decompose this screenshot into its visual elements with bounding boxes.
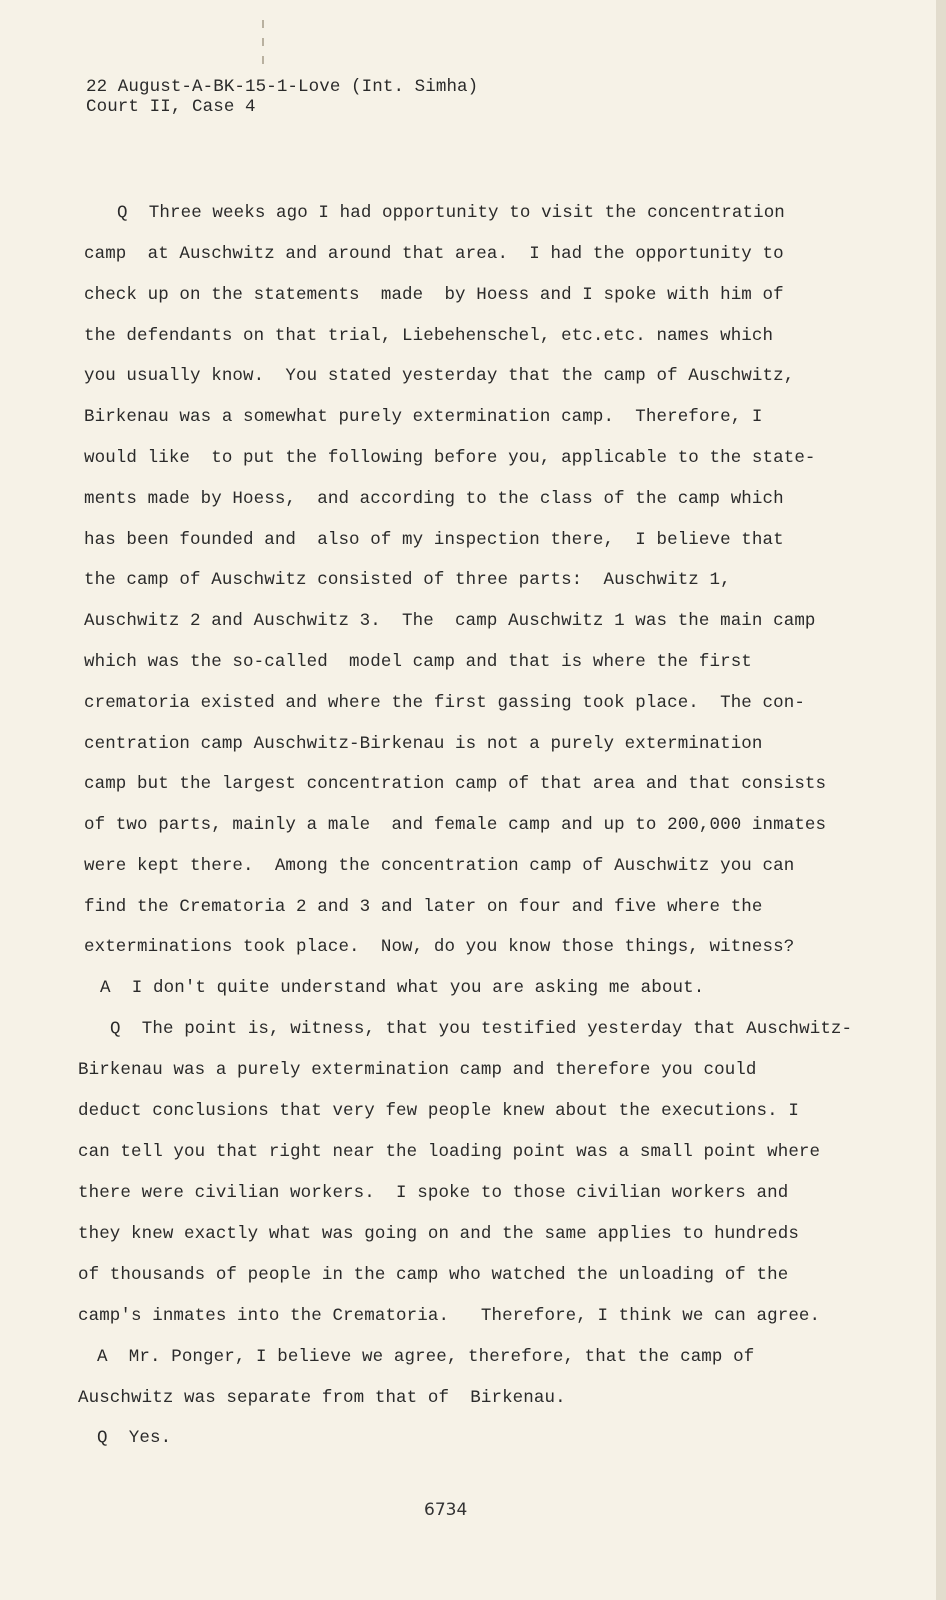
text-line: check up on the statements made by Hoess and I spoke with him of [84, 285, 784, 305]
text-line: camp but the largest concentration camp of that area and that consists [84, 774, 827, 794]
text-line: A Mr. Ponger, I believe we agree, therefore, that the camp of [97, 1347, 755, 1367]
page-number: 6734 [424, 1500, 468, 1520]
text-line: exterminations took place. Now, do you know those things, witness? [84, 937, 795, 957]
text-line: ments made by Hoess, and according to the class of the camp which [84, 489, 784, 509]
text-line: find the Crematoria 2 and 3 and later on four and five where the [84, 897, 763, 917]
text-line: you usually know. You stated yesterday that the camp of Auschwitz, [84, 366, 795, 386]
header-line-1: 22 August-A-BK-15-1-Love (Int. Simha) [86, 77, 479, 97]
punch-mark [262, 20, 264, 28]
text-line: Q Yes. [97, 1428, 172, 1448]
text-line: centration camp Auschwitz-Birkenau is not a purely extermination [84, 734, 763, 754]
punch-mark [262, 38, 264, 46]
punch-mark [262, 56, 264, 64]
text-line: Auschwitz 2 and Auschwitz 3. The camp Auschwitz 1 was the main camp [84, 611, 816, 631]
text-line: they knew exactly what was going on and the same applies to hundreds [78, 1224, 799, 1244]
header-line-2: Court II, Case 4 [86, 97, 256, 117]
text-line: would like to put the following before you, applicable to the state- [84, 448, 816, 468]
text-line: there were civilian workers. I spoke to those civilian workers and [78, 1183, 789, 1203]
text-line: crematoria existed and where the first gassing took place. The con- [84, 693, 805, 713]
text-line: Q The point is, witness, that you testified yesterday that Auschwitz- [110, 1019, 853, 1039]
text-line: A I don't quite understand what you are asking me about. [100, 978, 705, 998]
text-line: deduct conclusions that very few people knew about the executions. I [78, 1101, 799, 1121]
text-line: has been founded and also of my inspection there, I believe that [84, 530, 784, 550]
text-line: of two parts, mainly a male and female camp and up to 200,000 inmates [84, 815, 827, 835]
text-line: Birkenau was a purely extermination camp and therefore you could [78, 1060, 757, 1080]
text-line: the defendants on that trial, Liebehenschel, etc.etc. names which [84, 326, 774, 346]
text-line: camp at Auschwitz and around that area. I had the opportunity to [84, 244, 784, 264]
text-line: which was the so-called model camp and that is where the first [84, 652, 752, 672]
text-line: Q Three weeks ago I had opportunity to visit the concentration [117, 203, 785, 223]
text-line: Birkenau was a somewhat purely extermination camp. Therefore, I [84, 407, 763, 427]
text-line: were kept there. Among the concentration camp of Auschwitz you can [84, 856, 795, 876]
text-line: Auschwitz was separate from that of Birkenau. [78, 1388, 566, 1408]
text-line: can tell you that right near the loading point was a small point where [78, 1142, 821, 1162]
text-line: camp's inmates into the Crematoria. Therefore, I think we can agree. [78, 1306, 821, 1326]
text-line: of thousands of people in the camp who watched the unloading of the [78, 1265, 789, 1285]
text-line: the camp of Auschwitz consisted of three parts: Auschwitz 1, [84, 570, 731, 590]
